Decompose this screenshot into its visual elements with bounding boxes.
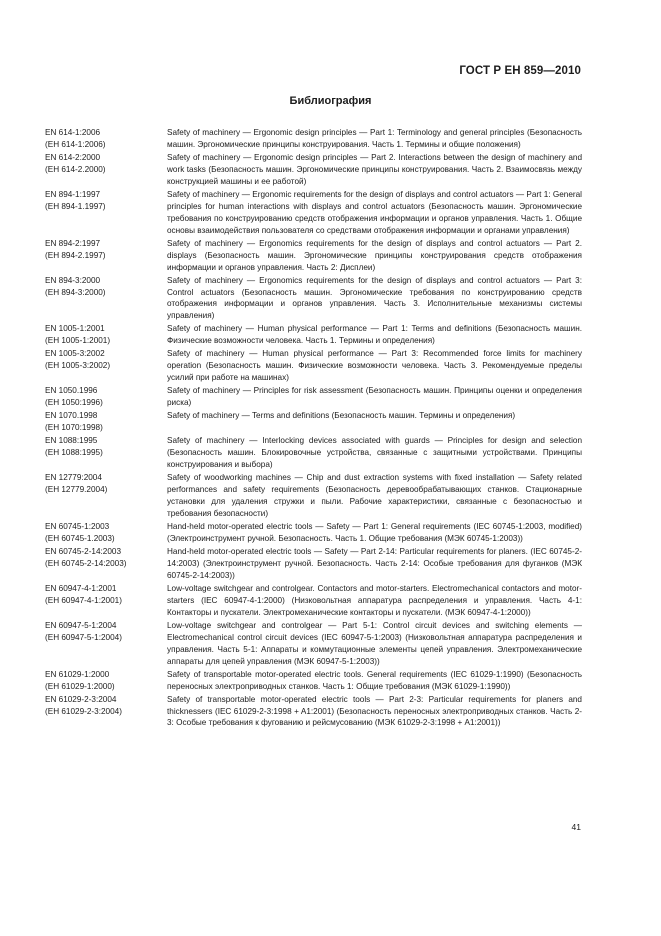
- reference-description: Safety of machinery — Ergonomics requirements for the design of displays and control actuators — Part 2. displays (Безопасность машин. Эргономические принципы конструирования средств отображения информации и органов управления. Часть 2: Дисплеи): [167, 238, 582, 272]
- bibliography-title: Библиография: [289, 95, 372, 107]
- reference-code-ru: (ЕН 1050:1996): [45, 398, 103, 408]
- reference-code-en: EN 894-2:1997: [45, 238, 101, 248]
- reference-description: Safety of machinery — Ergonomics requirements for the design of displays and control actuators — Part 3: Control actuators (Безопасность машин. Эргономические требования по конструированию средств отображения информации и органов управления. Часть 3. Исполнительные механизмы системы управления): [167, 275, 582, 321]
- reference-code-ru: (ЕН 1005-1:2001): [45, 336, 111, 346]
- reference-list: [45, 127, 582, 731]
- reference-code: [45, 127, 167, 151]
- reference-code: [45, 435, 167, 471]
- reference-code-en: EN 614-2:2000: [45, 153, 101, 162]
- reference-entry: [45, 669, 582, 693]
- reference-description: Safety of machinery — Ergonomic requirements for the design of displays and control actuators — Part 1: General principles for human interactions with displays and control actuators (Безопасность машин. Эргономические требования по конструированию средств отображения информации и органов управления. Часть 1. Общие основы взаимодействия пользователя со средствами отображения информации и органами управления): [167, 189, 582, 235]
- reference-code-en: EN 60947-5-1:2004: [45, 620, 117, 630]
- reference-code-ru: (ЕН 60947-5-1:2004): [45, 632, 122, 642]
- reference-code: [45, 669, 167, 693]
- reference-code-en: EN 614-1:2006: [45, 128, 101, 137]
- reference-code-en: EN 1070.1998: [45, 411, 98, 421]
- reference-description: Safety of transportable motor-operated electric tools — Part 2-3: Particular requirements for planers and thicknessers (IEC 61029-2-3:1998 + A1:2001) (Безопасность переносных электроприводных станков. Часть 2-3: Особые требования к фугованию и рейсмусованию (МЭК 61029-2-3:1998 + A1:2001)): [167, 694, 582, 728]
- reference-code: [45, 348, 167, 384]
- reference-code-ru: (ЕН 1070:1998): [45, 423, 103, 433]
- reference-code-ru: (ЕН 1005-3:2002): [45, 361, 111, 371]
- reference-code: [45, 385, 167, 409]
- reference-entry: [45, 583, 582, 619]
- reference-description: Hand-held motor-operated electric tools — Safety — Part 1: General requirements (IEC 60745-1:2003, modified) (Электроинструмент ручной. Безопасность. Часть 1. Общие требования (МЭК 60745-1:2003)): [167, 522, 582, 543]
- reference-code: [45, 152, 167, 188]
- reference-code-ru: (ЕН 614-2.2000): [45, 164, 106, 174]
- reference-code-en: EN 1088:1995: [45, 436, 98, 446]
- reference-description: Safety of machinery — Human physical performance — Part 3: Recommended force limits for machinery operation (Безопасность машин. Физические возможности человека. Часть 3. Рекомендуемые пределы усилий при работе на машинах): [167, 349, 582, 383]
- reference-code-en: EN 1005-1:2001: [45, 324, 105, 334]
- reference-entry: [45, 694, 582, 730]
- reference-entry: [45, 620, 582, 668]
- reference-code: [45, 189, 167, 237]
- reference-description: Low-voltage switchgear and controlgear. Contactors and motor-starters. Electromechanical contactors and motor-starters (IEC 60947-4-1:2000) (Низковольтная аппаратура распределения и управления. Часть 4-1: Контакторы и пускатели. Электромеханические контакторы и пускатели. (МЭК 60947-4-1:2000)): [167, 583, 582, 617]
- reference-description: Low-voltage switchgear and controlgear — Part 5-1: Control circuit devices and switching elements — Electromechanical control circuit devices (IEC 60947-5-1:2003) (Низковольтная аппаратура распределения и управления. Часть 5-1: Аппараты и коммутационные элементы цепей управления. Электромеханические аппараты для цепей управления (МЭК 60947-5-1:2003)): [167, 620, 582, 666]
- reference-code: [45, 323, 167, 347]
- reference-entry: [45, 152, 582, 188]
- reference-entry: [45, 275, 582, 323]
- reference-entry: [45, 472, 582, 520]
- reference-code: [45, 694, 167, 730]
- reference-code: [45, 275, 167, 323]
- reference-code-en: EN 1005-3:2002: [45, 349, 105, 359]
- reference-code-ru: (ЕН 1088:1995): [45, 448, 103, 458]
- reference-description: Safety of machinery — Principles for risk assessment (Безопасность машин. Принципы оценки и определения риска): [167, 386, 582, 408]
- reference-code-en: EN 60745-1:2003: [45, 522, 110, 532]
- reference-code-ru: (ЕН 60745-1.2003): [45, 533, 115, 543]
- reference-code: [45, 521, 167, 545]
- reference-entry: [45, 127, 582, 151]
- reference-description: Hand-held motor-operated electric tools — Safety — Part 2-14: Particular requirements for planers. (IEC 60745-2-14:2003) (Электроинструмент ручной. Безопасность. Часть 2-14: Особые требования для фуганков (МЭК 60745-2-14:2003)): [167, 547, 582, 580]
- reference-code-ru: (ЕН 894-1.1997): [45, 201, 106, 211]
- reference-description: Safety of machinery — Ergonomic design principles — Part 2. Interactions between the design of machinery and work tasks (Безопасность машин. Эргономические принципы конструирования. Часть 2. Взаимосвязь между конструкцией машины и ее работой): [167, 153, 582, 186]
- reference-description: Safety of machinery — Interlocking devices associated with guards — Principles for design and selection (Безопасность машин. Блокировочные устройства, связанные с защитными устройствами. Принципы конструирования и выбора): [167, 436, 582, 470]
- reference-entry: [45, 189, 582, 237]
- reference-description: Safety of machinery — Terms and definitions (Безопасность машин. Термины и определения): [167, 411, 516, 421]
- reference-description: Safety of woodworking machines — Chip and dust extraction systems with fixed installation — Safety related performances and safety requirements (Безопасность деревообрабатывающих станков. Стационарные установки для удаления стружки и пыли. Рабочие характеристики, связанные с безопасностью и требования безопасности): [167, 473, 582, 518]
- reference-code-ru: (ЕН 60745-2-14:2003): [45, 558, 127, 568]
- document-standard-header: ГОСТ Р ЕН 859—2010: [459, 65, 581, 77]
- reference-code-ru: (ЕН 61029-2-3:2004): [45, 706, 122, 716]
- reference-code: [45, 410, 167, 434]
- reference-code-en: EN 894-3:2000: [45, 275, 101, 285]
- reference-entry: [45, 546, 582, 582]
- reference-code-ru: (ЕН 61029-1:2000): [45, 681, 115, 691]
- reference-code-en: EN 12779:2004: [45, 473, 102, 483]
- reference-entry: [45, 410, 582, 434]
- reference-entry: [45, 435, 582, 471]
- reference-code-en: EN 60745-2-14:2003: [45, 547, 122, 557]
- reference-code-en: EN 1050.1996: [45, 386, 98, 396]
- reference-code-en: EN 894-1:1997: [45, 189, 101, 199]
- reference-code: [45, 472, 167, 520]
- reference-entry: [45, 348, 582, 384]
- reference-code-ru: (ЕН 614-1:2006): [45, 139, 106, 149]
- reference-entry: [45, 385, 582, 409]
- reference-description: Safety of transportable motor-operated electric tools. General requirements (IEC 61029-1:1990) (Безопасность переносных электроприводных станков. Часть 1: Общие требования (МЭК 61029-1:1990)): [167, 669, 582, 691]
- reference-code: [45, 583, 167, 619]
- reference-code: [45, 546, 167, 582]
- reference-code-ru: (ЕН 894-2.1997): [45, 250, 106, 260]
- reference-code: [45, 620, 167, 668]
- reference-entry: [45, 323, 582, 347]
- reference-code-en: EN 60947-4-1:2001: [45, 583, 117, 593]
- page-number: 41: [571, 822, 581, 832]
- reference-code-en: EN 61029-2-3:2004: [45, 694, 117, 704]
- reference-entry: [45, 238, 582, 274]
- reference-description: Safety of machinery — Ergonomic design principles — Part 1: Terminology and general principles (Безопасность машин. Эргономические принципы конструирования. Часть 1. Термины и общие положения): [167, 128, 582, 149]
- reference-code-en: EN 61029-1:2000: [45, 669, 110, 679]
- reference-code-ru: (ЕН 894-3:2000): [45, 287, 106, 297]
- reference-description: Safety of machinery — Human physical performance — Part 1: Terms and definitions (Безопасность машин. Физические возможности человека. Часть 1. Термины и определения): [167, 324, 582, 346]
- reference-code-ru: (ЕН 60947-4-1:2001): [45, 595, 122, 605]
- reference-code: [45, 238, 167, 274]
- reference-code-ru: (ЕН 12779.2004): [45, 485, 108, 495]
- reference-entry: [45, 521, 582, 545]
